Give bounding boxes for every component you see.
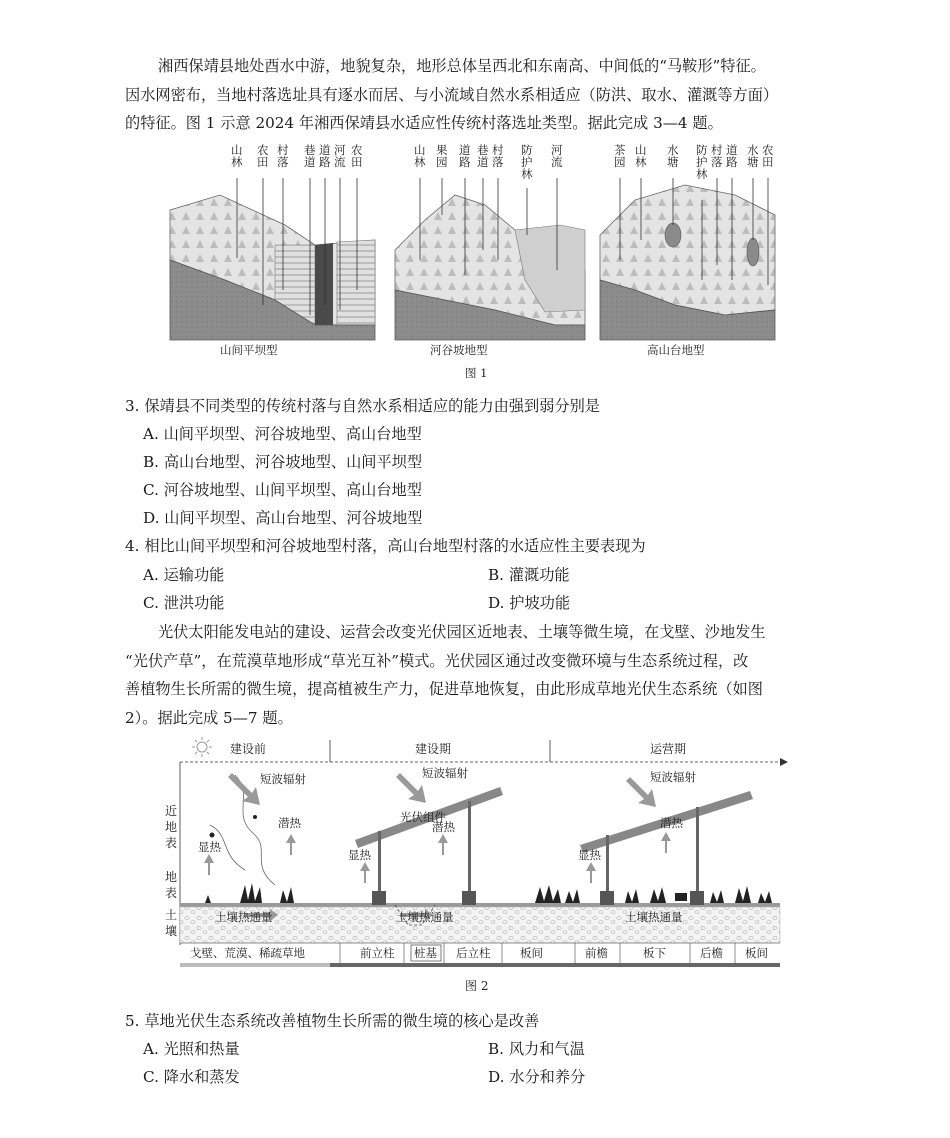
q5-option-a[interactable]: A. 光照和热量: [143, 1040, 240, 1058]
fig1-p2-label-4: 巷道: [477, 143, 489, 169]
q5-option-d[interactable]: D. 水分和养分: [488, 1068, 586, 1086]
latent-label-3: 潜热: [660, 816, 683, 830]
sensible-label-1: 显热: [198, 840, 221, 854]
intro-paragraph-1: [125, 52, 835, 138]
bottom-label-3: 桩基: [414, 946, 437, 960]
intro2-line-1: 光伏太阳能发电站的建设、运营会改变光伏园区近地表、土壤等微生境，在戈壁、沙地发生: [158, 623, 766, 641]
q4-stem: 4. 相比山间平坝型和河谷坡地型村落，高山台地型村落的水适应性主要表现为: [125, 537, 646, 555]
bottom-label-4: 后立柱: [456, 946, 491, 960]
panel-plain-basin: [170, 178, 375, 340]
q3-option-b[interactable]: B. 高山台地型、河谷坡地型、山间平坝型: [143, 453, 423, 471]
left-label-7: 壤: [165, 924, 178, 938]
fig2-title: 图 2: [465, 979, 489, 993]
left-label-2: 地: [165, 820, 178, 834]
scene-construction: [355, 773, 503, 925]
intro2-line-4: 2）。据此完成 5—7 题。: [125, 708, 293, 727]
rear-pillar-2: [696, 807, 699, 895]
soil-flux-label-1: 土壤热通量: [215, 910, 273, 924]
panel3-pond-2: [747, 238, 759, 266]
latent-arrow-2: [438, 834, 448, 855]
fig1-p1-label-5: 道路: [319, 143, 331, 169]
front-pillar-2: [606, 835, 609, 895]
sensible-arrow-3: [586, 862, 596, 883]
shortwave-label-3: 短波辐射: [650, 770, 696, 784]
sensible-label-2: 显热: [348, 848, 371, 862]
fig1-p3-label-6: 道路: [726, 143, 738, 169]
intro1-line-2: 因水网密布，当地村落选址具有逐水而居、与小流域自然水系相适应（防洪、取水、灌溉等方面）: [125, 85, 779, 104]
q3-option-d[interactable]: D. 山间平坝型、高山台地型、河谷坡地型: [143, 509, 423, 527]
panel-valley-slope: [395, 178, 585, 340]
bottom-label-2: 前立柱: [360, 946, 395, 960]
q5-stem: 5. 草地光伏生态系统改善植物生长所需的微生境的核心是改善: [125, 1012, 540, 1030]
soil-flux-label-3: 土壤热通量: [625, 910, 683, 924]
bottom-label-6: 前檐: [585, 946, 608, 960]
bottom-label-5: 板间: [520, 946, 543, 960]
q5-option-c[interactable]: C. 降水和蒸发: [143, 1068, 240, 1086]
shortwave-arrow-1: [228, 773, 260, 805]
latent-arrow-3: [661, 832, 671, 853]
bottom-label-8: 后檐: [700, 946, 723, 960]
fig1-p1-label-4: 巷道: [304, 143, 316, 169]
phase-before: 建设前: [230, 742, 267, 756]
fig1-p2-label-1: 山林: [414, 143, 426, 169]
pv-module-label: 光伏组件: [400, 810, 446, 824]
figure-2: [160, 735, 790, 995]
fig1-p2-label-3: 道路: [459, 143, 471, 169]
fig1-p2-label-6: 防护林: [521, 143, 533, 181]
fig1-title: 图 1: [465, 366, 488, 380]
fig1-p3-label-2: 山林: [635, 143, 647, 169]
rear-base-1: [462, 891, 476, 905]
sensible-label-3: 显热: [578, 848, 601, 862]
fig1-p1-label-7: 农田: [351, 143, 363, 169]
q3-stem: 3. 保靖县不同类型的传统村落与自然水系相适应的能力由强到弱分别是: [125, 397, 600, 415]
rear-pillar-1: [468, 801, 471, 895]
fig1-caption-1: 山间平坝型: [220, 343, 278, 357]
fig1-p3-label-8: 农田: [762, 143, 774, 169]
left-label-3: 表: [165, 836, 178, 850]
q4-option-c[interactable]: C. 泄洪功能: [143, 594, 225, 612]
latent-label-1: 潜热: [278, 816, 301, 830]
q3-option-c[interactable]: C. 河谷坡地型、山间平坝型、高山台地型: [143, 481, 422, 499]
bottom-label-7: 板下: [643, 946, 666, 960]
sensible-arrow-1: [204, 854, 214, 875]
figure1-vertical-labels: [231, 143, 774, 181]
q4-option-b[interactable]: B. 灌溉功能: [488, 566, 570, 584]
bottom-bar-dark: [330, 963, 780, 967]
intro2-line-2: “光伏产草”，在荒漠草地形成“草光互补”模式。光伏园区通过改变微环境与生态系统过程，改: [125, 651, 749, 670]
q5-option-b[interactable]: B. 风力和气温: [488, 1040, 585, 1058]
sensible-arrow-2: [360, 862, 370, 883]
bottom-label-9: 板间: [745, 946, 768, 960]
left-label-6: 土: [165, 908, 178, 922]
bottom-bar-light: [180, 963, 330, 967]
timeline-arrowhead: [780, 758, 788, 766]
front-pillar-1: [378, 831, 381, 895]
front-base-1: [372, 891, 386, 905]
fig1-p1-label-2: 农田: [257, 143, 269, 169]
phase-during: 建设期: [415, 742, 452, 756]
left-label-4: 地: [165, 870, 178, 884]
q4-option-d[interactable]: D. 护坡功能: [488, 594, 571, 612]
panel3-pond-1: [665, 223, 681, 247]
soil-flux-label-2: 土壤热通量: [396, 910, 454, 924]
fig1-caption-3: 高山台地型: [647, 343, 705, 357]
panel1-right-field: [337, 240, 375, 325]
fig1-p1-label-3: 村落: [277, 143, 289, 169]
grass-operating: [535, 885, 772, 903]
rear-base-2: [690, 891, 704, 905]
fig1-p1-label-6: 河流: [334, 143, 346, 169]
fig1-p3-label-5: 村落: [711, 143, 723, 169]
front-base-2: [600, 891, 614, 905]
fig1-p3-label-4: 防护林: [696, 143, 708, 181]
intro1-line-1: 湘西保靖县地处酉水中游，地貌复杂，地形总体呈西北和东南高、中间低的“马鞍形”特征。: [158, 57, 766, 75]
left-labels: [165, 804, 177, 938]
figure-1: [165, 140, 785, 385]
intro-paragraph-2: [125, 618, 835, 732]
latent-label-2: 潜热: [432, 820, 455, 834]
fig1-p2-label-2: 果园: [436, 143, 448, 169]
fig1-p2-label-5: 村落: [492, 143, 504, 169]
q4-option-a[interactable]: A. 运输功能: [143, 566, 225, 584]
shortwave-label-2: 短波辐射: [422, 766, 468, 780]
q3-option-a[interactable]: A. 山间平坝型、河谷坡地型、高山台地型: [143, 425, 422, 443]
scene-operating: [535, 777, 772, 905]
panel1-river: [315, 243, 333, 325]
phase-operating: 运营期: [650, 742, 687, 756]
fig1-p3-label-7: 水塘: [747, 143, 759, 169]
intro2-line-3: 善植物生长所需的微生境，提高植被生产力，促进草地恢复，由此形成草地光伏生态系统（如图: [125, 680, 763, 698]
panel-highland-terrace: [600, 178, 775, 340]
fig1-p1-label-1: 山林: [231, 143, 243, 169]
bottom-label-1: 戈壁、荒漠、稀疏草地: [190, 946, 305, 960]
left-label-5: 表: [165, 886, 178, 900]
fig1-p3-label-1: 茶园: [614, 143, 626, 169]
shortwave-label-1: 短波辐射: [260, 772, 306, 786]
fig1-p2-label-7: 河流: [551, 143, 563, 169]
intro1-line-3: 的特征。图 1 示意 2024 年湘西保靖县水适应性传统村落选址类型。据此完成 3—4 题。: [125, 114, 723, 132]
sun-icon: [192, 737, 212, 757]
left-label-1: 近: [165, 804, 178, 818]
fig1-caption-2: 河谷坡地型: [430, 343, 488, 357]
latent-arrow-1: [286, 834, 296, 855]
fig1-p3-label-3: 水塘: [667, 143, 679, 169]
